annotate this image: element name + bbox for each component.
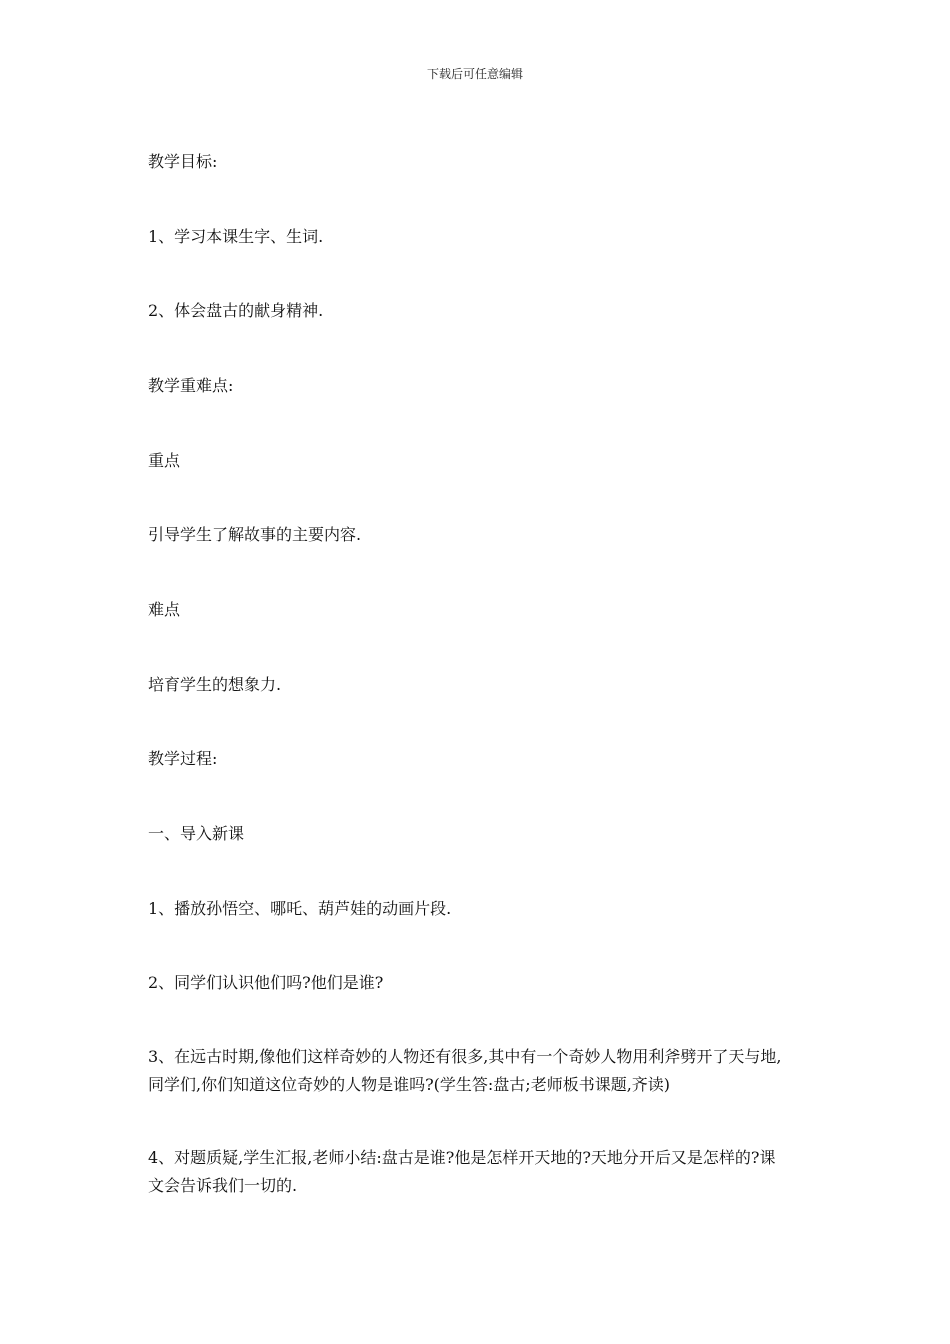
process-item-4-line-2: 文会告诉我们一切的.: [148, 1176, 298, 1195]
process-item-3-line-1: 3、在远古时期,像他们这样奇妙的人物还有很多,其中有一个奇妙人物用利斧劈开了天与地,: [148, 1047, 782, 1066]
section-heading-key-points: 教学重难点:: [148, 376, 234, 395]
difficult-point-text: 培育学生的想象力.: [148, 675, 282, 694]
page-header: 下载后可任意编辑: [426, 67, 523, 81]
process-item-1: 1、播放孙悟空、哪吒、葫芦娃的动画片段.: [148, 899, 452, 918]
process-item-4-line-1: 4、对题质疑,学生汇报,老师小结:盘古是谁?他是怎样开天地的?天地分开后又是怎样的?课: [148, 1148, 776, 1167]
section-heading-process: 教学过程:: [148, 749, 218, 768]
key-point-text: 引导学生了解故事的主要内容.: [148, 525, 362, 544]
subheading-difficult-point: 难点: [148, 600, 181, 619]
process-step-heading: 一、导入新课: [148, 824, 245, 843]
process-item-4: [148, 1144, 818, 1200]
objective-item-1: 1、学习本课生字、生词.: [148, 227, 324, 246]
process-item-3: [148, 1043, 818, 1099]
process-item-3-line-2: 同学们,你们知道这位奇妙的人物是谁吗?(学生答:盘古;老师板书课题,齐读): [148, 1075, 671, 1094]
section-heading-objectives: 教学目标:: [148, 152, 218, 171]
objective-item-2: 2、体会盘古的献身精神.: [148, 301, 324, 320]
subheading-key-point: 重点: [148, 451, 181, 470]
process-item-2: 2、同学们认识他们吗?他们是谁?: [148, 973, 384, 992]
